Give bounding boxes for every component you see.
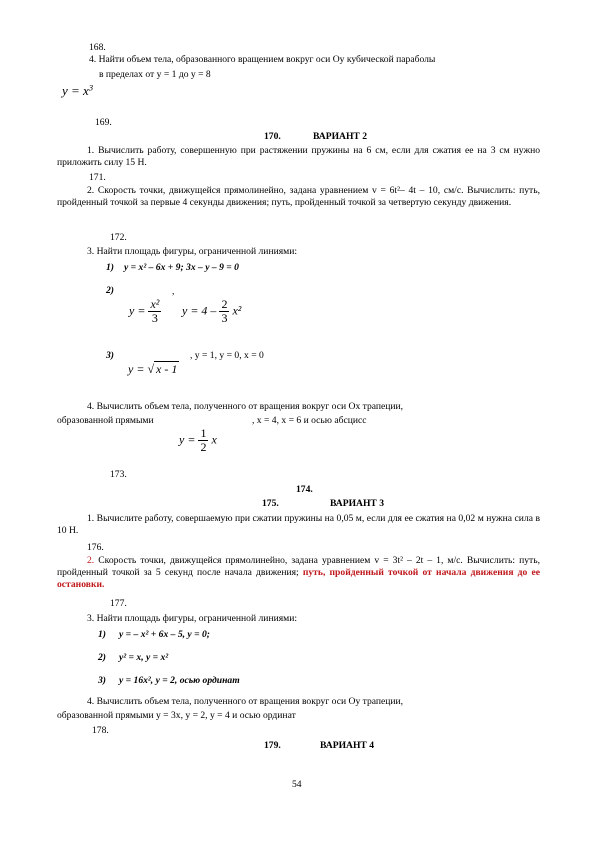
fraction [219,298,229,325]
v3-task2-number: 2. [87,555,95,566]
item-171: 171. [89,172,106,183]
page-number: 54 [292,779,302,790]
v3-task4-line1: 4. Вычислить объем тела, полученного от вращения вокруг оси Oy трапеции, [87,696,404,707]
formula-y-eq-x-cubed [62,82,94,98]
v2-task1: 1. Вычислить работу, совершенную при растяжении пружины на 6 см, если для сжатия ее на 3 см нужно приложить силу 15 Н. [57,145,540,168]
v3-task1: 1. Вычислите работу, совершаемую при сжатии пружины на 0,05 м, если для ее сжатия на 0,02 м нужна сила в 10 Н. [57,513,540,536]
fraction-denominator: 2 [200,440,207,454]
v3-task4-line2: образованной прямыми y = 3x, y = 2, y = 4 и осью ординат [57,710,296,721]
v3-task3-item1: y = – x² + 6x – 5, y = 0; [119,629,210,640]
v2-task3-item1: y = x² – 6x + 9; 3x – y – 9 = 0 [124,262,239,273]
formula-tail: x [211,432,217,447]
item-173: 173. [110,469,127,480]
formula-y-sqrt [128,363,179,375]
item-174: 174. [296,484,313,495]
item-178: 178. [92,725,109,736]
v2-task3-item1-number: 1) [106,262,114,273]
formula-tail: x² [232,303,242,318]
v2-task3-item2-comma: , [172,286,175,297]
v1-task4-line1: 4. Найти объем тела, образованного вращением вокруг оси Oy кубической параболы [89,54,436,65]
v2-task2: 2. Скорость точки, движущейся прямолинейно, задана уравнением v = 6t²– 4t – 10, см/с. Вычислить: путь, пройденный точкой за первые 4 секунды движения; путь, пройденный точкой за четвертую секунду движения. [57,185,540,208]
fraction-numerator: 2 [221,297,228,311]
v3-task2 [57,555,540,591]
fraction [198,427,208,454]
formula-lhs: y = [129,303,146,318]
v2-task3: 3. Найти площадь фигуры, ограниченной линиями: [87,246,297,257]
fraction-denominator: 3 [151,311,158,325]
formula-lhs: y = [128,362,145,376]
item-172: 172. [110,232,127,243]
v2-task4-line2: образованной прямыми [57,415,154,426]
variant-4-heading: ВАРИАНТ 4 [320,740,375,751]
formula-lhs: y = [179,432,196,447]
variant-3-heading: ВАРИАНТ 3 [330,498,385,509]
formula-lhs: y = 4 – [182,303,217,318]
formula-y-half-x [179,427,217,454]
item-168: 168. [89,42,106,53]
v3-task3-item3: y = 16x², y = 2, осью ординат [119,675,240,686]
v2-task4-line1: 4. Вычислить объем тела, полученного от вращения вокруг оси Ox трапеции, [87,401,404,412]
item-177: 177. [110,598,127,609]
item-179: 179. [264,740,281,751]
v3-task3-item3-number: 3) [98,675,106,686]
v2-task3-item2-number: 2) [106,285,114,296]
fraction [148,298,161,325]
v3-task3-item1-number: 1) [98,629,106,640]
v3-task2-highlight: путь, пройденный точкой от начала движения до ее остановки. [57,567,540,590]
v3-task3-item2: y² = x, y = x² [119,652,169,663]
v3-task3-item2-number: 2) [98,652,106,663]
fraction-denominator: 3 [221,311,228,325]
sqrt-radicand: x - 1 [156,362,178,376]
item-176: 176. [87,542,104,553]
formula-y-x2-over-3 [129,298,161,325]
item-170: 170. [264,131,281,142]
v1-task4-line2: в пределах от y = 1 до y = 8 [99,69,211,80]
item-169: 169. [95,117,112,128]
v2-task3-item3-number: 3) [106,350,114,361]
item-175: 175. [262,498,279,509]
sqrt-symbol: √ [147,362,155,376]
variant-2-heading: ВАРИАНТ 2 [313,131,368,142]
formula-y-4-minus-frac [182,298,241,325]
v3-task2-text: Скорость точки, движущейся прямолинейно, задана уравнением v = 3t² – 2t – 1, м/с. Вычислить: путь, пройденный точкой за 5 секунд после начала движения; [57,555,540,578]
formula-exponent: 3 [88,82,94,93]
formula-text: y = x [62,83,89,98]
fraction-numerator: x² [150,297,160,311]
fraction-numerator: 1 [200,426,207,440]
v2-task4-line2-rest: , x = 4, x = 6 и осью абсцисс [252,415,367,426]
v2-task3-item3-rest: , y = 1, y = 0, x = 0 [190,350,264,361]
v3-task3: 3. Найти площадь фигуры, ограниченной линиями: [87,613,297,624]
